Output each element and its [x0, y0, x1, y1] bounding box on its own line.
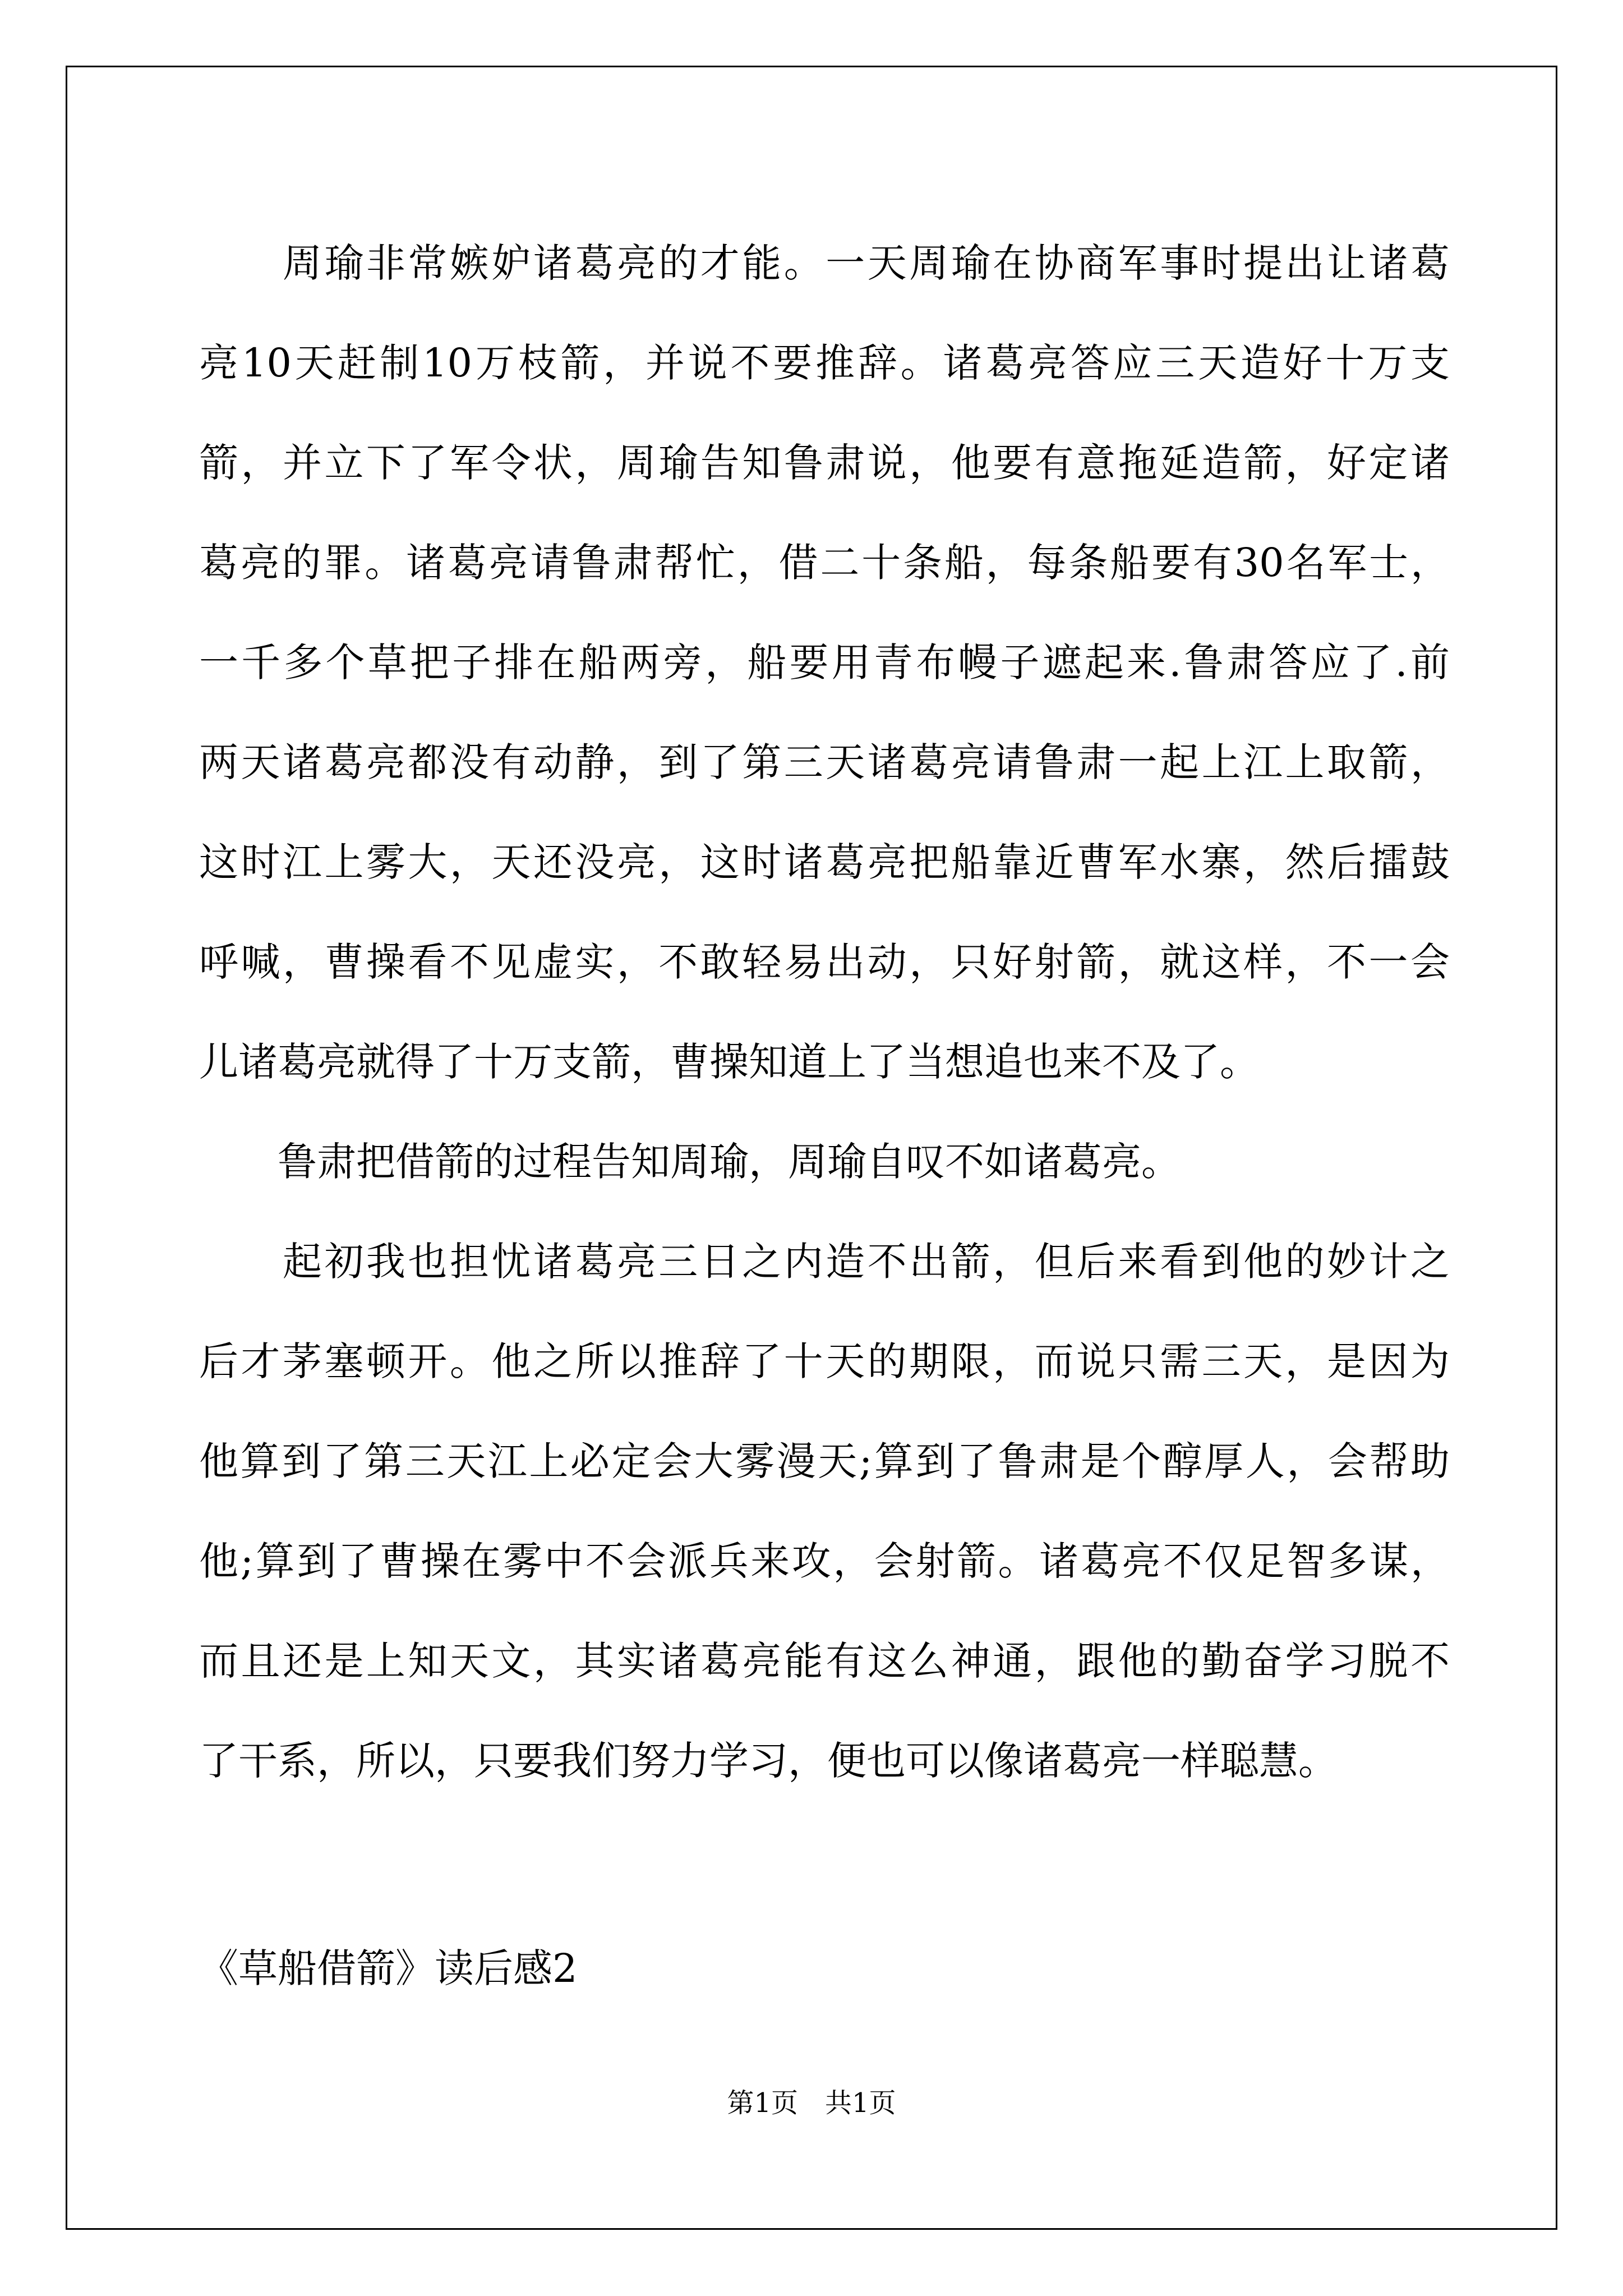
paragraph-2: [199, 1112, 1450, 1212]
text-line: 了干系，所以，只要我们努力学习，便也可以像诸葛亮一样聪慧。: [199, 1738, 1338, 1784]
text-line: 这时江上雾大，天还没亮，这时诸葛亮把船靠近曹军水寨，然后擂鼓: [199, 839, 1450, 885]
text-line: 而且还是上知天文，其实诸葛亮能有这么神通，跟他的勤奋学习脱不: [199, 1638, 1450, 1684]
text-line: 呼喊，曹操看不见虚实，不敢轻易出动，只好射箭，就这样，不一会: [199, 939, 1450, 985]
document-body: [199, 213, 1450, 1811]
text-line: 两天诸葛亮都没有动静，到了第三天诸葛亮请鲁肃一起上江上取箭，: [199, 739, 1450, 785]
text-line: 鲁肃把借箭的过程告知周瑜，周瑜自叹不如诸葛亮。: [199, 1139, 1181, 1185]
text-line: 周瑜非常嫉妒诸葛亮的才能。一天周瑜在协商军事时提出让诸葛: [199, 240, 1450, 286]
text-line: 亮10天赶制10万枝箭，并说不要推辞。诸葛亮答应三天造好十万支: [199, 340, 1450, 386]
section-heading: 《草船借箭》读后感2: [199, 1945, 578, 1991]
paragraph-1: [199, 213, 1450, 1112]
paragraph-3: [199, 1212, 1450, 1811]
text-line: 一千多个草把子排在船两旁，船要用青布幔子遮起来.鲁肃答应了.前: [199, 639, 1450, 685]
text-line: 箭，并立下了军令状，周瑜告知鲁肃说，他要有意拖延造箭，好定诸: [199, 440, 1450, 486]
text-line: 他;算到了曹操在雾中不会派兵来攻，会射箭。诸葛亮不仅足智多谋，: [199, 1538, 1450, 1584]
text-line: 起初我也担忧诸葛亮三日之内造不出箭，但后来看到他的妙计之: [199, 1239, 1450, 1285]
text-line: 后才茅塞顿开。他之所以推辞了十天的期限，而说只需三天，是因为: [199, 1338, 1450, 1384]
text-line: 葛亮的罪。诸葛亮请鲁肃帮忙，借二十条船，每条船要有30名军士，: [199, 540, 1450, 586]
text-line: 儿诸葛亮就得了十万支箭，曹操知道上了当想追也来不及了。: [199, 1039, 1259, 1085]
page-footer: 第1页 共1页: [727, 2087, 896, 2119]
text-line: 他算到了第三天江上必定会大雾漫天;算到了鲁肃是个醇厚人，会帮助: [199, 1438, 1450, 1484]
